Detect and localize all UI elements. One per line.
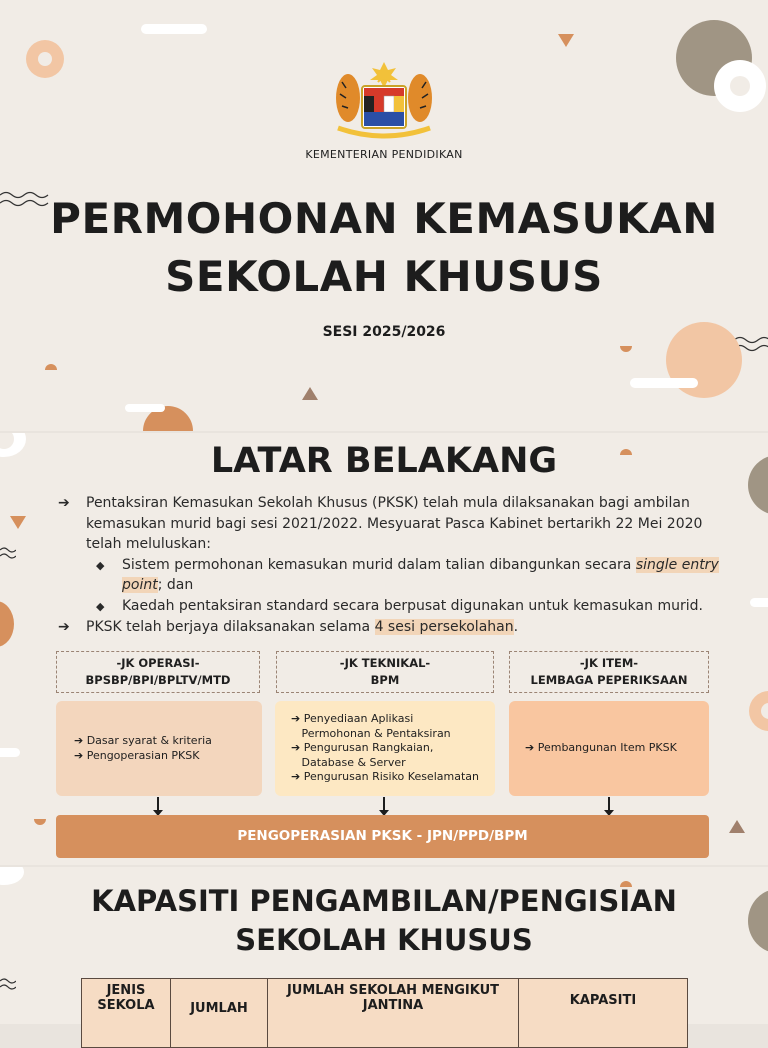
ring-decoration-hole bbox=[730, 76, 750, 96]
committee-header-operasi: -JK OPERASI- BPSBP/BPI/BPLTV/MTD bbox=[56, 651, 260, 693]
committee-header-teknikal: -JK TEKNIKAL- BPM bbox=[276, 651, 494, 693]
triangle-decoration bbox=[302, 387, 318, 400]
section-title: LATAR BELAKANG bbox=[210, 441, 558, 481]
list-item: ➔ Pentaksiran Kemasukan Sekolah Khusus (PKSK) telah mula dilaksanakan bagi ambilan kemasukan murid bagi sesi 2021/2022. Mesyuarat Pasca Kabinet bertarikh 22 Mei 2020 telah meluluskan: bbox=[58, 493, 738, 555]
list-item: ➔ PKSK telah berjaya dilaksanakan selama 4 sesi persekolahan. bbox=[58, 617, 738, 638]
wave-decoration bbox=[0, 977, 16, 991]
col-jenis-sekolah: JENIS SEKOLA bbox=[82, 979, 171, 1048]
diamond-bullet-icon: ◆ bbox=[96, 599, 105, 613]
triangle-decoration bbox=[10, 516, 26, 529]
ministry-name: KEMENTERIAN PENDIDIKAN bbox=[305, 148, 463, 161]
capacity-table bbox=[81, 978, 688, 1048]
operation-bar: PENGOPERASIAN PKSK - JPN/PPD/BPM bbox=[56, 815, 709, 858]
background-bullets bbox=[58, 493, 738, 638]
half-dot-decoration bbox=[34, 819, 46, 825]
half-dot-decoration bbox=[45, 364, 57, 370]
half-dot-decoration bbox=[620, 346, 632, 352]
pill-decoration bbox=[630, 378, 698, 388]
committee-header-item: -JK ITEM- LEMBAGA PEPERIKSAAN bbox=[509, 651, 709, 693]
page-title-line1: PERMOHONAN KEMASUKAN bbox=[50, 194, 718, 243]
arrow-down-icon bbox=[383, 797, 385, 811]
arrow-right-icon: ➔ bbox=[58, 619, 70, 635]
list-item: ◆ Sistem permohonan kemasukan murid dalam talian dibangunkan secara single entry point; dan bbox=[58, 555, 738, 596]
page-title-line2: SEKOLAH KHUSUS bbox=[165, 252, 603, 301]
col-jumlah: JUMLAH bbox=[171, 979, 268, 1048]
pill-decoration bbox=[141, 24, 207, 34]
slide-title bbox=[0, 0, 768, 431]
arrow-right-icon: ➔ bbox=[58, 495, 70, 511]
pill-decoration bbox=[750, 598, 768, 607]
section-title-line2: SEKOLAH KHUSUS bbox=[235, 923, 533, 957]
circle-decoration bbox=[0, 601, 14, 647]
pill-decoration bbox=[125, 404, 165, 412]
triangle-decoration bbox=[558, 34, 574, 47]
item-tasks-box: ➔ Pembangunan Item PKSK bbox=[509, 701, 709, 796]
triangle-decoration bbox=[729, 820, 745, 833]
wave-decoration bbox=[0, 546, 16, 560]
diamond-bullet-icon: ◆ bbox=[96, 558, 105, 572]
pill-decoration bbox=[0, 748, 20, 757]
table-header-row bbox=[82, 979, 688, 1048]
arrow-down-icon bbox=[157, 797, 159, 811]
operasi-tasks-box: ➔ Dasar syarat & kriteria ➔ Pengoperasian PKSK bbox=[56, 701, 262, 796]
ring-decoration-hole bbox=[38, 52, 52, 66]
list-item: ◆ Kaedah pentaksiran standard secara berpusat digunakan untuk kemasukan murid. bbox=[58, 596, 738, 618]
coat-of-arms-icon bbox=[330, 60, 438, 142]
teknikal-tasks-box: ➔ Penyediaan Aplikasi Permohonan & Pentaksiran ➔ Pengurusan Rangkaian, Database & Server ➔ Pengurusan Risiko Keselamatan bbox=[275, 701, 495, 796]
ring-decoration bbox=[0, 867, 24, 885]
col-jumlah-sekolah-jantina: JUMLAH SEKOLAH MENGIKUT JANTINA bbox=[268, 979, 519, 1048]
arrow-down-icon bbox=[608, 797, 610, 811]
section-title-line1: KAPASITI PENGAMBILAN/PENGISIAN bbox=[91, 884, 677, 918]
col-kapasiti: KAPASITI bbox=[519, 979, 688, 1048]
session-label: SESI 2025/2026 bbox=[322, 324, 446, 340]
